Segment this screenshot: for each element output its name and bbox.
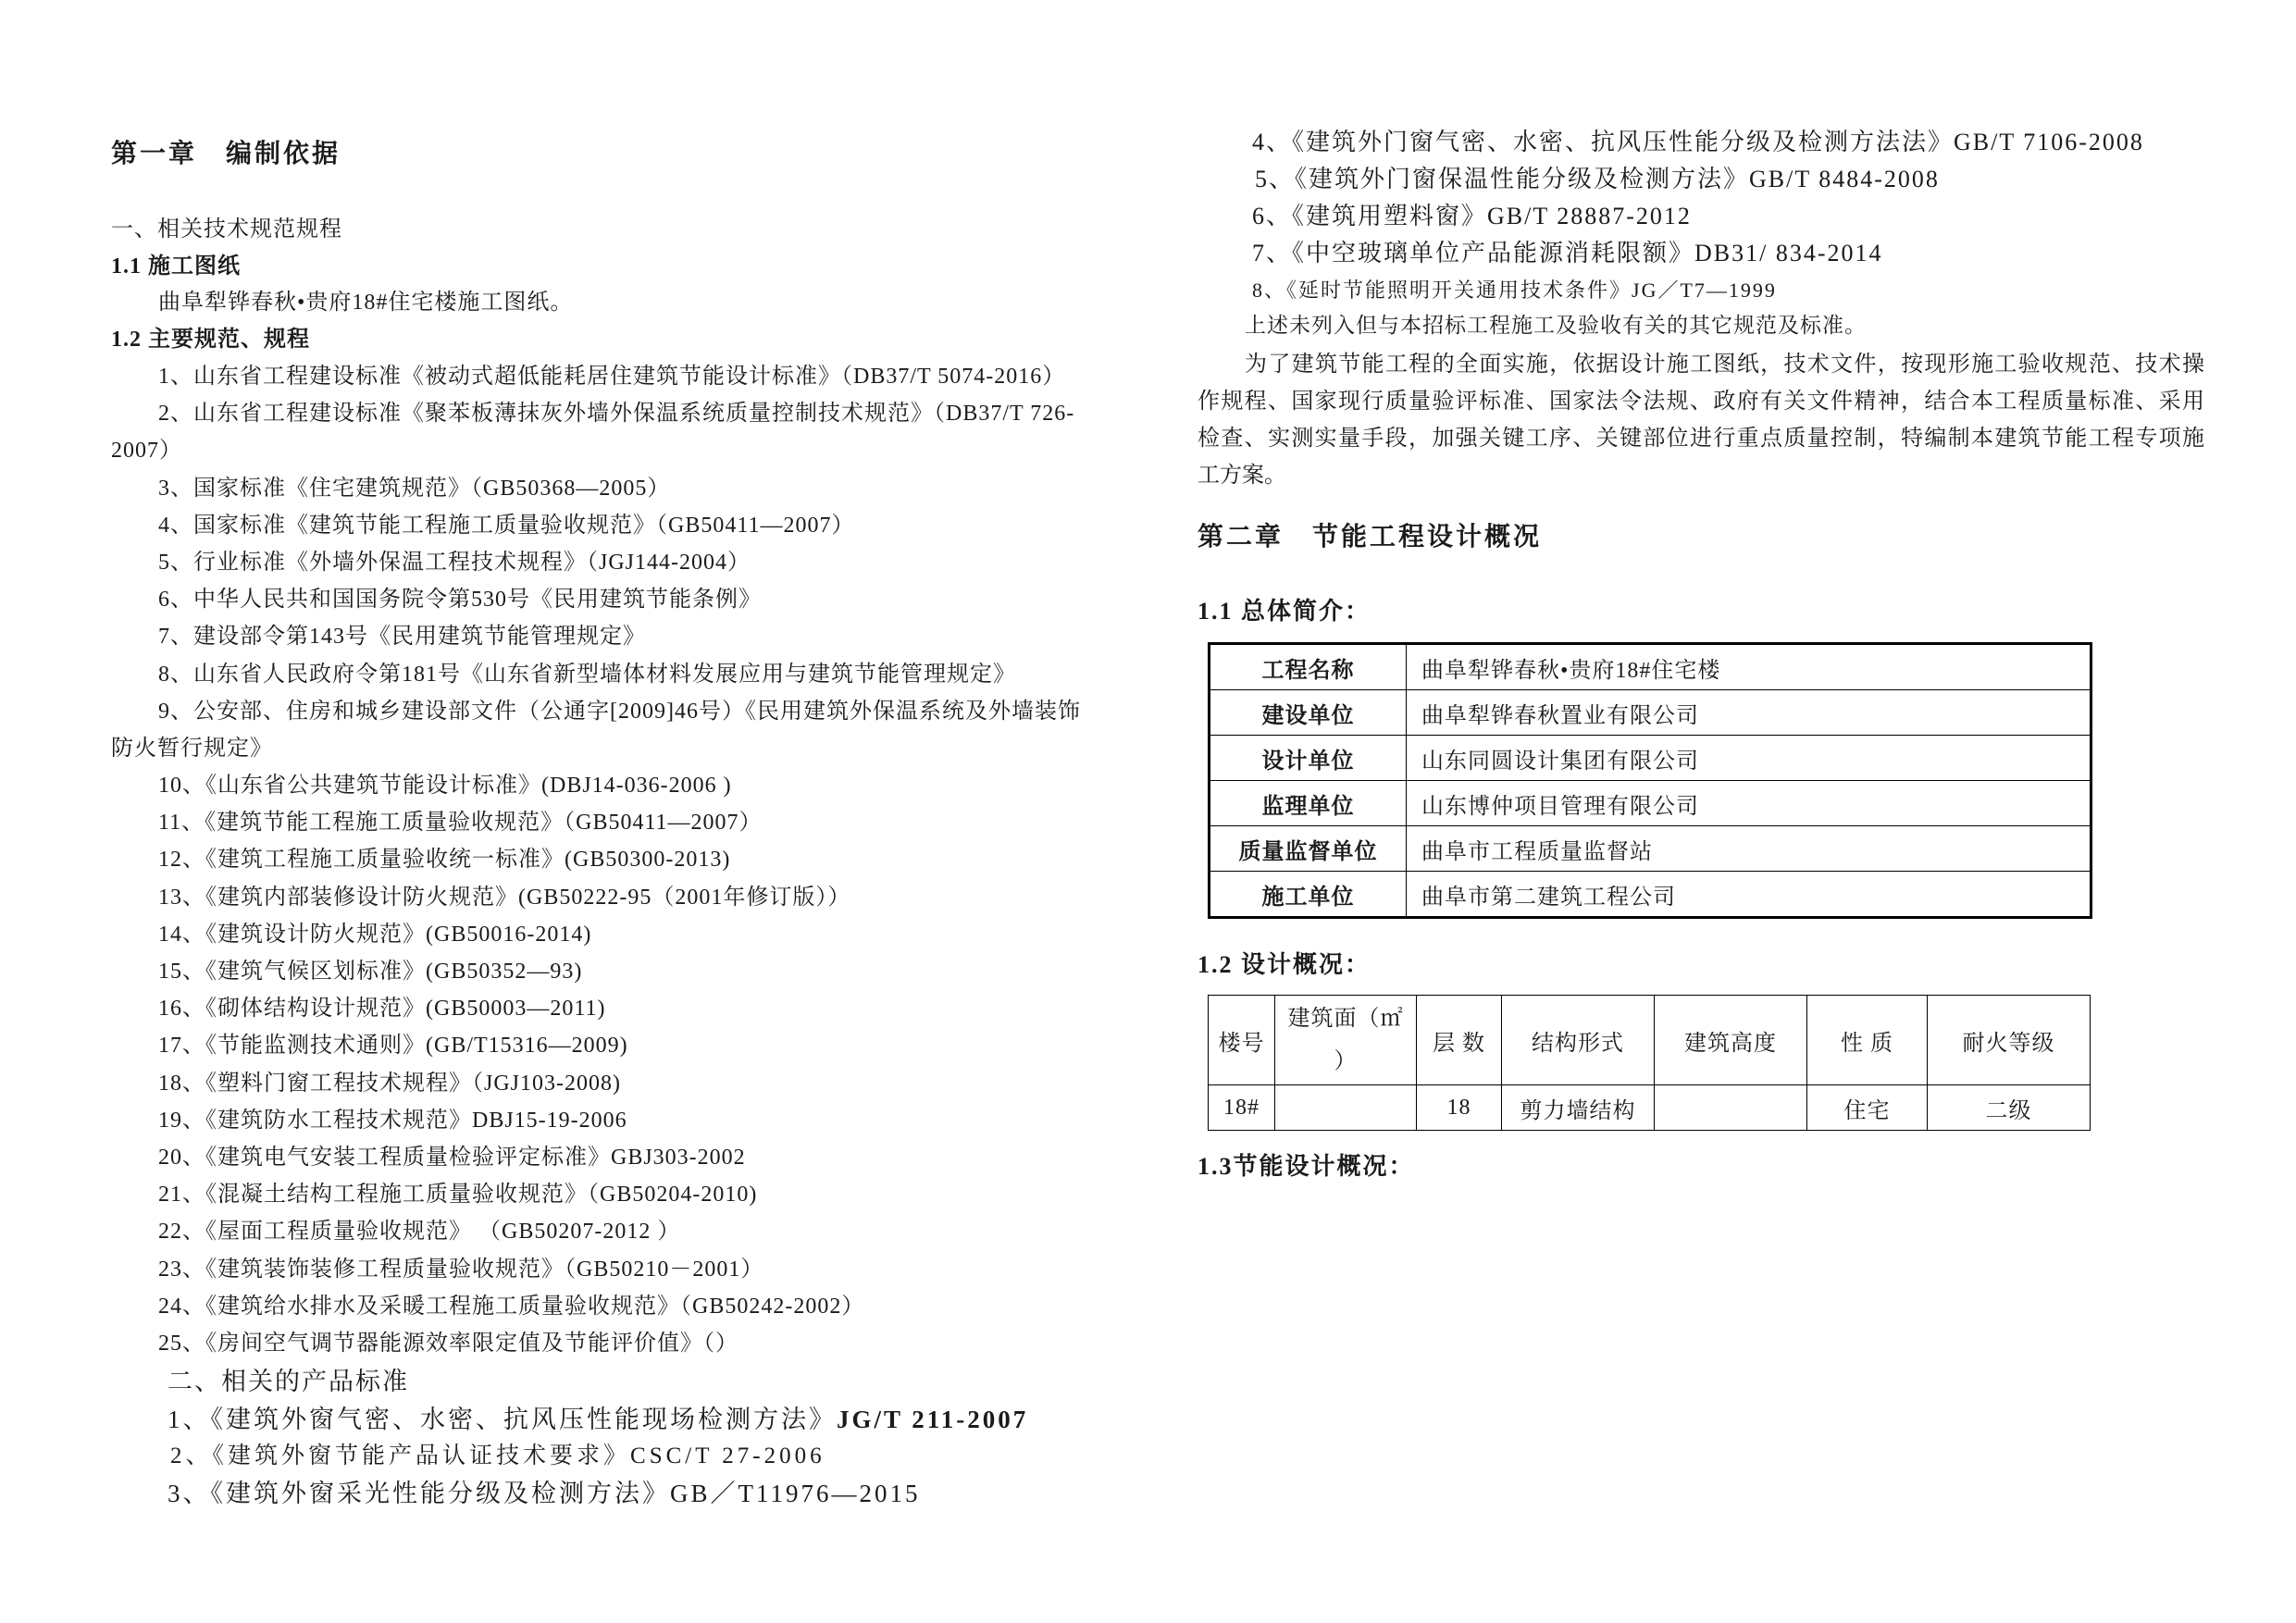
table-row (1210, 872, 2091, 918)
norm-item: 1、山东省工程建设标准《被动式超低能耗居住建筑节能设计标准》（DB37/T 5074-2016） (158, 365, 1066, 389)
table-cell: 住宅 (1807, 1085, 1928, 1131)
norm-item: 19、《建筑防水工程技术规范》DBJ15-19-2006 (158, 1108, 627, 1133)
overview-value: 曲阜市工程质量监督站 (1407, 826, 2091, 872)
norm-item: 9、公安部、住房和城乡建设部文件（公通字[2009]46号）《民用建筑外保温系统及外墙装饰 (158, 699, 1081, 724)
column-header: 耐火等级 (1928, 996, 2091, 1085)
subsection-1-2-title: 1.2 主要规范、规程 (111, 328, 310, 352)
section-product-standards-title: 二、相关的产品标准 (168, 1368, 409, 1395)
subsection-energy-design-title: 1.3节能设计概况： (1198, 1153, 1415, 1180)
norm-item: 2、山东省工程建设标准《聚苯板薄抹灰外墙外保温系统质量控制技术规范》（DB37/T 726- (158, 402, 1075, 427)
norm-item: 10、《山东省公共建筑节能设计标准》(DBJ14-036-2006 ) (158, 774, 732, 799)
product-standard-code: GB／T11976—2015 (670, 1480, 921, 1507)
section-related-specs-title: 一、相关技术规范规程 (111, 217, 342, 242)
norm-item: 21、《混凝土结构工程施工质量验收规范》（GB50204-2010) (158, 1183, 758, 1208)
purpose-paragraph-line: 检查、实测实量手段，加强关键工序、关键部位进行重点质量控制，特编制本建筑节能工程专项施 (1198, 427, 2204, 451)
product-standard-item (168, 1401, 1028, 1438)
purpose-paragraph-line: 作规程、国家现行质量验评标准、国家法令法规、政府有关文件精神，结合本工程质量标准、采用 (1198, 390, 2204, 414)
norm-item: 25、《房间空气调节器能源效率限定值及节能评价值》（） (158, 1331, 738, 1356)
product-standard-item: 6、《建筑用塑料窗》GB/T 28887-2012 (1252, 203, 1692, 229)
table-header-row (1209, 996, 2091, 1085)
purpose-paragraph-line: 工方案。 (1198, 464, 1286, 488)
chapter-1-title: 第一章 编制依据 (111, 140, 341, 168)
overview-value: 曲阜市第二建筑工程公司 (1407, 872, 2091, 918)
norm-item: 23、《建筑装饰装修工程质量验收规范》（GB50210－2001） (158, 1257, 764, 1282)
product-standard-code: CSC/T 27-2006 (630, 1443, 825, 1468)
overview-value: 山东博仲项目管理有限公司 (1407, 781, 2091, 826)
table-row (1210, 826, 2091, 872)
purpose-paragraph-line: 为了建筑节能工程的全面实施，依据设计施工图纸，技术文件，按现形施工验收规范、技术操 (1245, 353, 2204, 377)
norm-item: 4、国家标准《建筑节能工程施工质量验收规范》（GB50411—2007） (158, 513, 855, 538)
overview-label: 施工单位 (1210, 872, 1407, 918)
column-header: 楼号 (1209, 996, 1275, 1085)
norm-item: 7、建设部令第143号《民用建筑节能管理规定》 (158, 625, 646, 650)
product-standard-title: 1、《建筑外窗气密、水密、抗风压性能现场检测方法》 (168, 1406, 837, 1433)
norm-item-continuation: 防火暂行规定》 (111, 736, 273, 761)
product-standard-title: 2、《建筑外窗节能产品认证技术要求》 (170, 1443, 631, 1468)
column-header: 建筑高度 (1655, 996, 1807, 1085)
product-standard-item (170, 1438, 825, 1475)
column-header: 结构形式 (1502, 996, 1655, 1085)
table-row (1210, 736, 2091, 781)
overview-value: 曲阜犁铧春秋•贵府18#住宅楼 (1407, 644, 2091, 690)
table-cell: 18 (1417, 1085, 1502, 1131)
subsection-design-title: 1.2 设计概况： (1198, 951, 1371, 978)
norm-item: 3、国家标准《住宅建筑规范》（GB50368—2005） (158, 476, 671, 501)
product-standard-item: 8、《延时节能照明开关通用技术条件》JG／T7—1999 (1252, 279, 1777, 302)
overview-label: 设计单位 (1210, 736, 1407, 781)
norm-item: 6、中华人民共和国国务院令第530号《民用建筑节能条例》 (158, 588, 762, 613)
table-cell: 剪力墙结构 (1502, 1085, 1655, 1131)
norm-item: 17、《节能监测技术通则》(GB/T15316—2009) (158, 1034, 628, 1059)
column-header: 性 质 (1807, 996, 1928, 1085)
overview-value: 曲阜犁铧春秋置业有限公司 (1407, 690, 2091, 736)
chapter-2-title: 第二章 节能工程设计概况 (1198, 523, 1543, 551)
norm-item: 5、行业标准《外墙外保温工程技术规程》（JGJ144-2004） (158, 550, 751, 575)
table-row (1210, 781, 2091, 826)
norm-item: 15、《建筑气候区划标准》(GB50352—93) (158, 960, 583, 984)
table-cell (1275, 1085, 1417, 1131)
project-overview-table (1208, 642, 2092, 919)
product-standard-title: 3、《建筑外窗采光性能分级及检测方法》 (168, 1480, 670, 1507)
subsection-1-1-title: 1.1 施工图纸 (111, 254, 241, 279)
norms-list (111, 358, 1081, 1362)
column-header: 层 数 (1417, 996, 1502, 1085)
product-standard-item (168, 1475, 921, 1512)
column-header: 建筑面（㎡） (1275, 996, 1417, 1085)
product-standard-item: 7、《中空玻璃单位产品能源消耗限额》DB31/ 834-2014 (1252, 240, 1883, 266)
norm-item-continuation: 2007） (111, 439, 182, 464)
overview-label: 建设单位 (1210, 690, 1407, 736)
table-cell: 二级 (1928, 1085, 2091, 1131)
overview-label: 工程名称 (1210, 644, 1407, 690)
product-standard-item: 4、《建筑外门窗气密、水密、抗风压性能分级及检测方法法》GB/T 7106-2008 (1252, 129, 2144, 155)
table-cell (1655, 1085, 1807, 1131)
norm-item: 20、《建筑电气安装工程质量检验评定标准》GBJ303-2002 (158, 1145, 746, 1170)
norm-item: 16、《砌体结构设计规范》(GB50003—2011) (158, 997, 606, 1022)
product-standard-item: 5、《建筑外门窗保温性能分级及检测方法》GB/T 8484-2008 (1255, 166, 1940, 192)
table-row (1210, 644, 2091, 690)
design-overview-table (1208, 995, 2091, 1131)
norm-item: 14、《建筑设计防火规范》(GB50016-2014) (158, 922, 592, 947)
overview-label: 质量监督单位 (1210, 826, 1407, 872)
norm-item: 18、《塑料门窗工程技术规程》（JGJ103-2008) (158, 1071, 621, 1096)
norm-item: 8、山东省人民政府令第181号《山东省新型墙体材料发展应用与建筑节能管理规定》 (158, 662, 1016, 687)
table-cell: 18# (1209, 1085, 1275, 1131)
norm-item: 11、《建筑节能工程施工质量验收规范》（GB50411—2007） (158, 811, 763, 836)
product-standard-code: JG/T 211-2007 (837, 1406, 1029, 1433)
norm-item: 24、《建筑给水排水及采暖工程施工质量验收规范》（GB50242-2002） (158, 1294, 865, 1319)
overview-label: 监理单位 (1210, 781, 1407, 826)
norm-item: 22、《屋面工程质量验收规范》 （GB50207-2012 ） (158, 1220, 681, 1245)
norm-item: 13、《建筑内部装修设计防火规范》(GB50222-95（2001年修订版）） (158, 885, 851, 910)
table-row (1210, 690, 2091, 736)
other-standards-note: 上述未列入但与本招标工程施工及验收有关的其它规范及标准。 (1245, 314, 1867, 337)
overview-value: 山东同圆设计集团有限公司 (1407, 736, 2091, 781)
norm-item: 12、《建筑工程施工质量验收统一标准》(GB50300-2013) (158, 848, 731, 873)
construction-drawings-text: 曲阜犁铧春秋•贵府18#住宅楼施工图纸。 (158, 291, 574, 315)
subsection-overview-title: 1.1 总体简介： (1198, 598, 1371, 625)
table-row (1209, 1085, 2091, 1131)
